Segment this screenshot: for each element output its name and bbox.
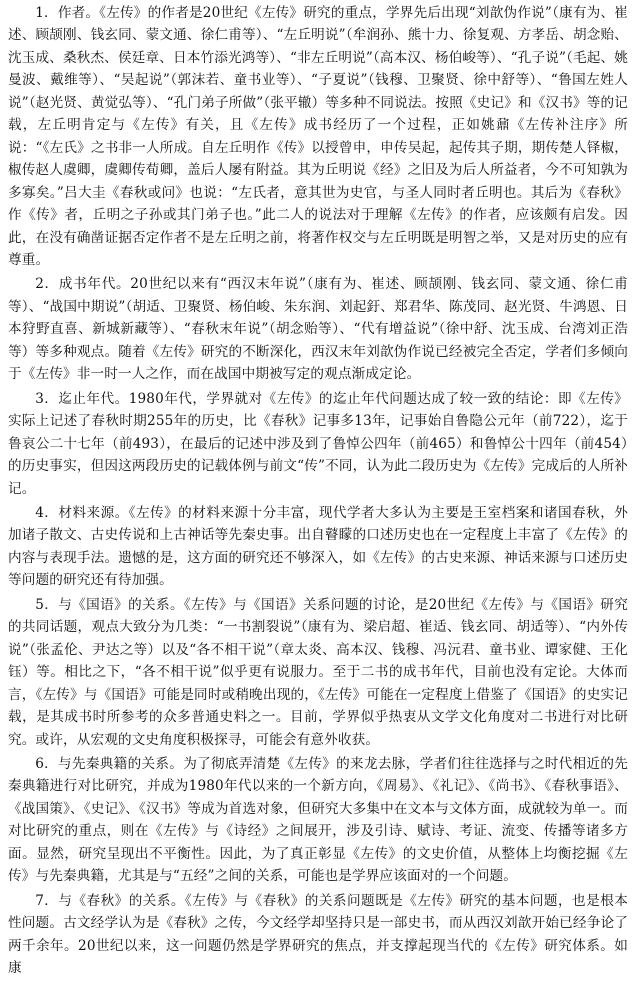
paragraph-sources: 4．材料来源。《左传》的材料来源十分丰富，现代学者大多认为主要是王室档案和诸国春秋，外加诸子散文、古史传说和上古神话等先秦史事。出自瞽矇的口述历史也在一定程度上丰富了《左传》的内容与表现手法。遗憾的是，这方面的研究还不够深入，如《左传》的古史来源、神话来源与口述历史等问题的研究还有待加强。: [8, 504, 628, 589]
paragraph-pre-qin-texts: 6．与先秦典籍的关系。为了彻底弄清楚《左传》的来龙去脉，学者们往往选择与之时代相近的先秦典籍进行对比研究，并成为1980年代以来的一个新方向，《周易》、《礼记》、《尚书》、《春秋事语》、《战国策》、《史记》、《汉书》等成为首选对象，但研究大多集中在文本与文体方面，成就较为单一。而对比研究的重点，则在《左传》与《诗经》之间展开，涉及引诗、赋诗、考证、流变、传播等诸多方面。显然，研究呈现出不平衡性。因此，为了真正彰显《左传》的文史价值，从整体上均衡挖掘《左传》与先秦典籍，尤其是与“五经”之间的关系，可能也是学界应该面对的一个问题。: [8, 755, 628, 885]
paragraph-guoyu-relation: 5．与《国语》的关系。《左传》与《国语》关系问题的讨论，是20世纪《左传》与《国语》研究的共同话题，观点大致分为几类：“一书割裂说”（康有为、梁启超、崔适、钱玄同、胡适等）、“内外传说”（张孟伦、尹达之等）以及“各不相干说”（章太炎、高本汉、钱穆、冯沅君、童书业、谭家健、王化钰）等。相比之下，“各不相干说”似乎更有说服力。至于二书的成书年代，目前也没有定论。大体而言，《左传》与《国语》可能是同时或稍晚出现的，《左传》可能在一定程度上借鉴了《国语》的史实记载，是其成书时所参考的众多普通史料之一。目前，学界似乎热衷从文学文化角度对二书进行对比研究。或许，从宏观的文史角度积极探寻，可能会有意外收获。: [8, 596, 628, 748]
paragraph-chunqiu-relation: 7．与《春秋》的关系。《左传》与《春秋》的关系问题既是《左传》研究的基本问题，也是根本性问题。古文经学认为是《春秋》之传，今文经学却坚持只是一部史书，而从西汉刘歆开始已经争论了两千余年。20世纪以来，这一问题仍然是学界研究的焦点，并支撑起现当代的《左传》研究体系。如康: [8, 892, 628, 977]
paragraph-time-span: 3．迄止年代。1980年代，学界就对《左传》的迄止年代问题达成了较一致的结论：即《左传》实际上记述了春秋时期255年的历史，比《春秋》记事多13年，记事始自鲁隐公元年（前722），迄于鲁哀公二十七年（前493），在最后的记述中涉及到了鲁悼公四年（前465）和鲁悼公十四年（前454）的历史事实，但因这两段历史的记载体例与前文“传”不同，认为此二段历史为《左传》完成后的人所补记。: [8, 390, 628, 497]
paragraph-author: 1．作者。《左传》的作者是20世纪《左传》研究的重点，学界先后出现“刘歆伪作说”（康有为、崔述、顾颉刚、钱玄同、蒙文通、徐仁甫等）、“左丘明说”（牟润孙、熊十力、徐复观、方孝岳、胡念贻、沈玉成、桑秋杰、侯廷章、日本竹添光鸿等）、“非左丘明说”（高本汉、杨伯峻等）、“孔子说”（毛起、姚曼波、戴维等）、“吴起说”（郭沫若、童书业等）、“子夏说”（钱穆、卫聚贤、徐中舒等）、“鲁国左姓人说”（赵光贤、黄觉弘等）、“孔门弟子所做”（张平辙）等多种不同说法。按照《史记》和《汉书》等的记载，左丘明肯定与《左传》有关，且《左传》成书经历了一个过程，正如姚鼐《左传补注序》所说：“《左氏》之书非一人所成。自左丘明作《传》以授曾申，申传吴起，起传其子期，期传楚人铎椒，椒传赵人虞卿，虞卿传荀卿，盖后人屡有附益。其为丘明说《经》之旧及为后人所益者，今不可知孰为多寡矣。”吕大圭《春秋或问》也说：“左氏者，意其世为史官，与圣人同时者丘明也。其后为《春秋》作《传》者，丘明之子孙或其门弟子也。”此二人的说法对于理解《左传》的作者，应该颇有启发。因此，在没有确凿证据否定作者不是左丘明之前，将著作权交与左丘明既是明智之举，又是对历史的应有尊重。: [8, 5, 628, 268]
paragraph-dating: 2．成书年代。20世纪以来有“西汉末年说”（康有为、崔述、顾颉刚、钱玄同、蒙文通、徐仁甫等）、“战国中期说”（胡适、卫聚贤、杨伯峻、朱东润、刘起釪、郑君华、陈茂同、赵光贤、牛鸿恩、日本狩野直喜、新城新藏等）、“春秋末年说”（胡念贻等）、“代有增益说”（徐中舒、沈玉成、台湾刘正浩等）等多种观点。随着《左传》研究的不断深化，西汉末年刘歆伪作说已经被完全否定，学者们多倾向于《左传》非一时一人之作，而在战国中期被写定的观点渐成定论。: [8, 276, 628, 383]
